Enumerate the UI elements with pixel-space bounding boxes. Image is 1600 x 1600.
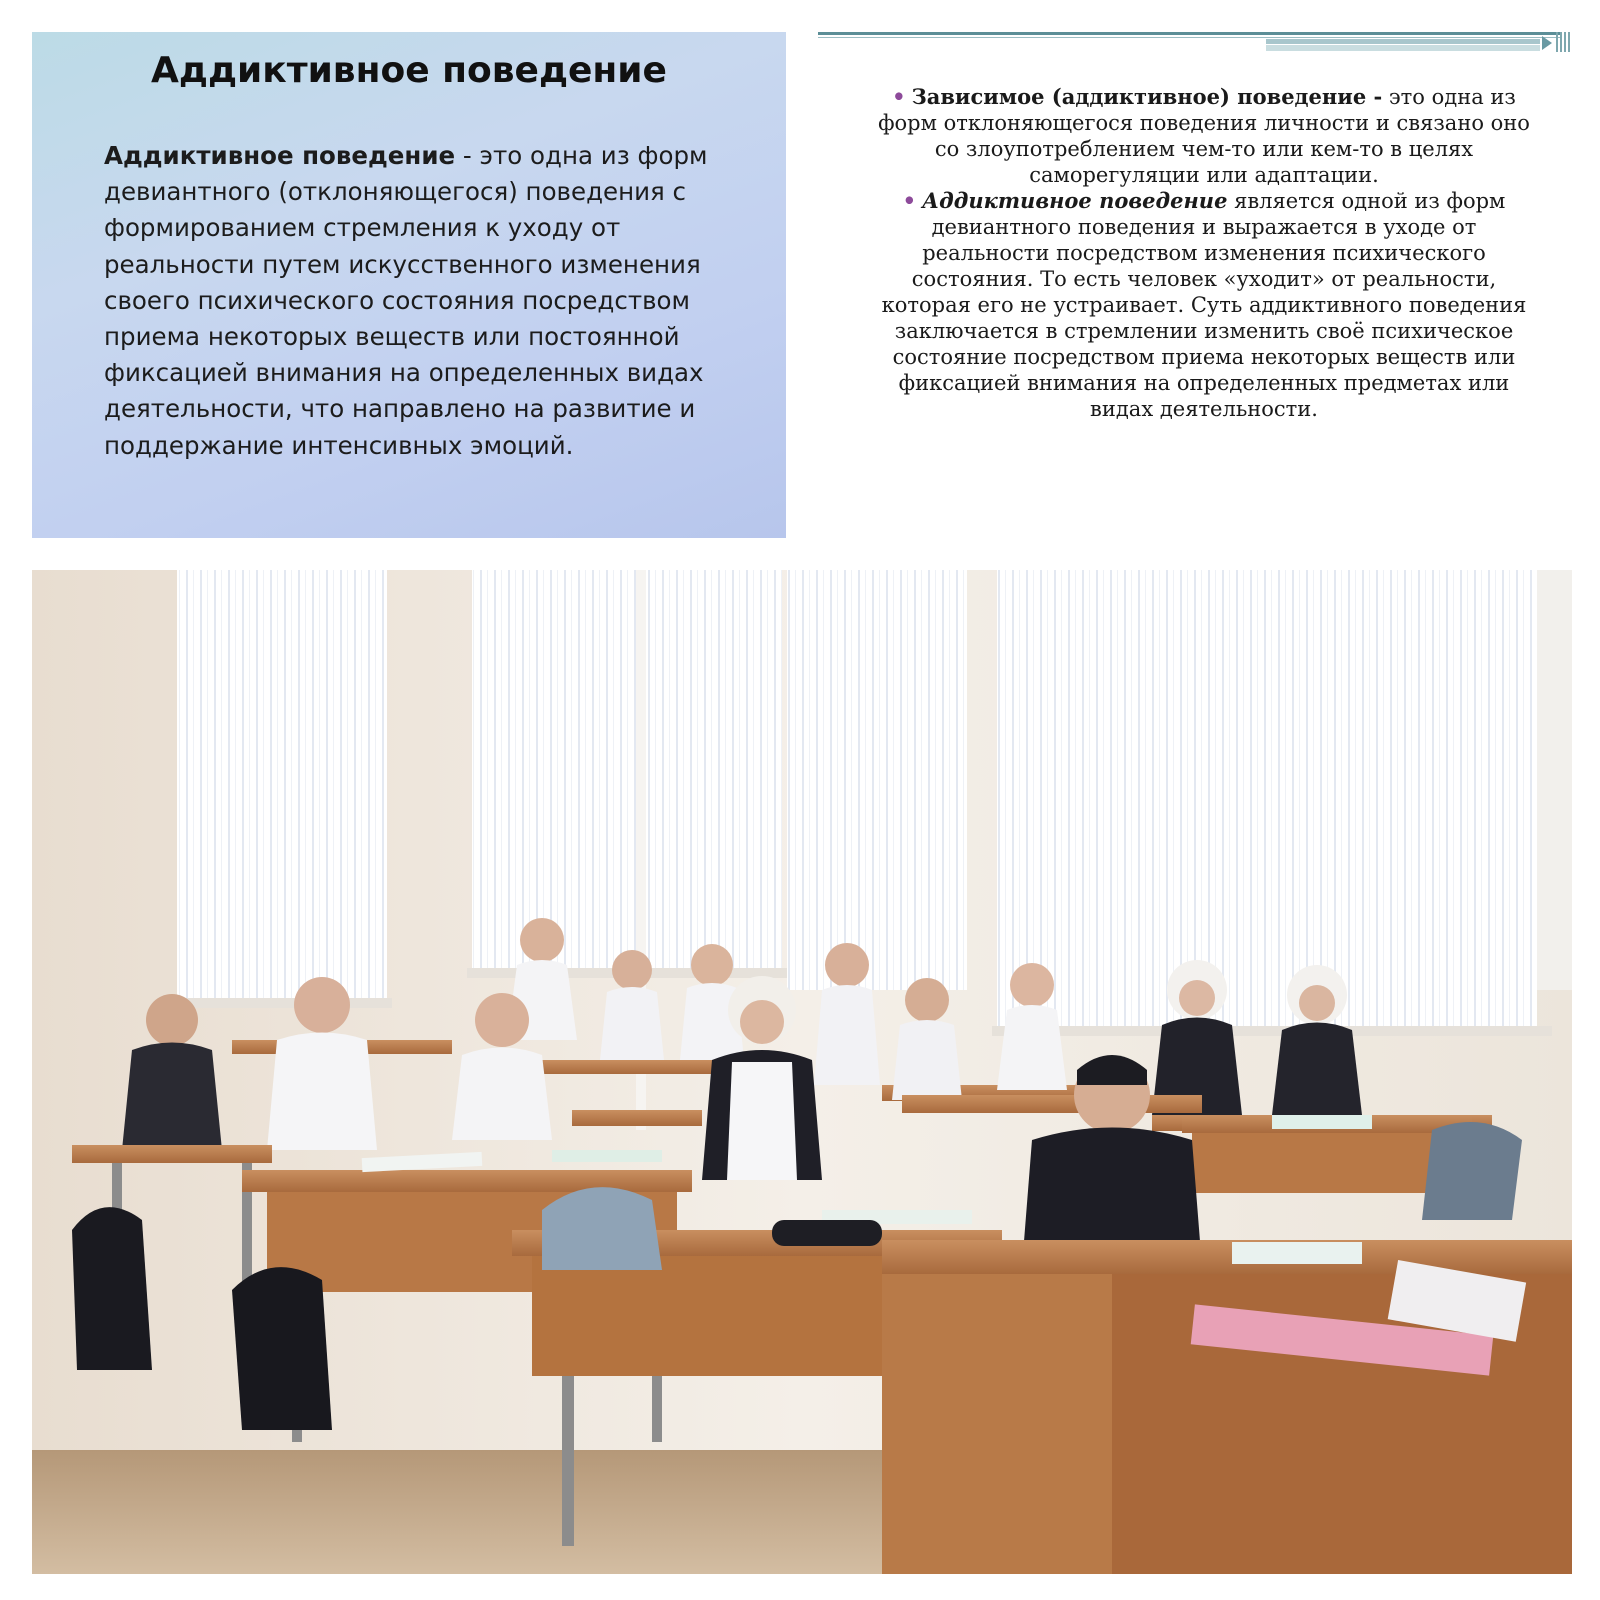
slide-title: Аддиктивное поведение <box>151 50 667 91</box>
definition-term: Аддиктивное поведение <box>104 141 456 170</box>
backpack <box>232 1267 332 1430</box>
stripes-decoration <box>1556 32 1570 52</box>
bullet-item <box>874 84 1534 188</box>
decorative-bar <box>1266 39 1540 44</box>
bullet-icon: • <box>892 84 906 109</box>
bullet-lead: Аддиктивное поведение <box>922 188 1228 213</box>
right-slide <box>818 32 1572 538</box>
definition-body: - это одна из форм девиантного (отклоняющегося) поведения с формированием стремления к уходу от реальности путем искусственного изменения своего психического состояния посредством приема некоторых веществ или постоянной фиксацией внимания на определенных видах деятельности, что направлено на развитие и поддержание интенсивных эмоций. <box>104 141 708 460</box>
decorative-line-thin <box>818 37 1560 38</box>
classroom-photo <box>32 570 1572 1574</box>
bullet-text: это одна из форм отклоняющегося поведения личности и связано оно со злоупотреблением чем-то или кем-то в целях саморегуляции или адаптации. <box>878 85 1530 187</box>
bullet-lead: Зависимое (аддиктивное) поведение - <box>911 84 1383 109</box>
jacket <box>542 1187 662 1270</box>
bullet-list <box>874 84 1534 422</box>
decorative-line <box>818 32 1560 35</box>
backpack <box>72 1207 152 1370</box>
arrow-icon <box>1542 36 1552 50</box>
definition-text <box>104 138 744 464</box>
jacket <box>1422 1122 1522 1220</box>
bullet-item <box>874 188 1534 422</box>
decorative-bar-light <box>1266 45 1540 51</box>
bullet-text: является одной из форм девиантного поведения и выражается в уходе от реальности посредством изменения психического состояния. То есть человек «уходит» от реальности, которая его не устраивает. Суть аддиктивного поведения заключается в стремлении изменить своё психическое состояние посредством приема некоторых веществ или фиксацией внимания на определенных предметах или видах деятельности. <box>881 189 1527 421</box>
classroom-illustration <box>32 570 1572 1574</box>
left-slide <box>32 32 786 538</box>
bullet-icon: • <box>902 188 917 213</box>
